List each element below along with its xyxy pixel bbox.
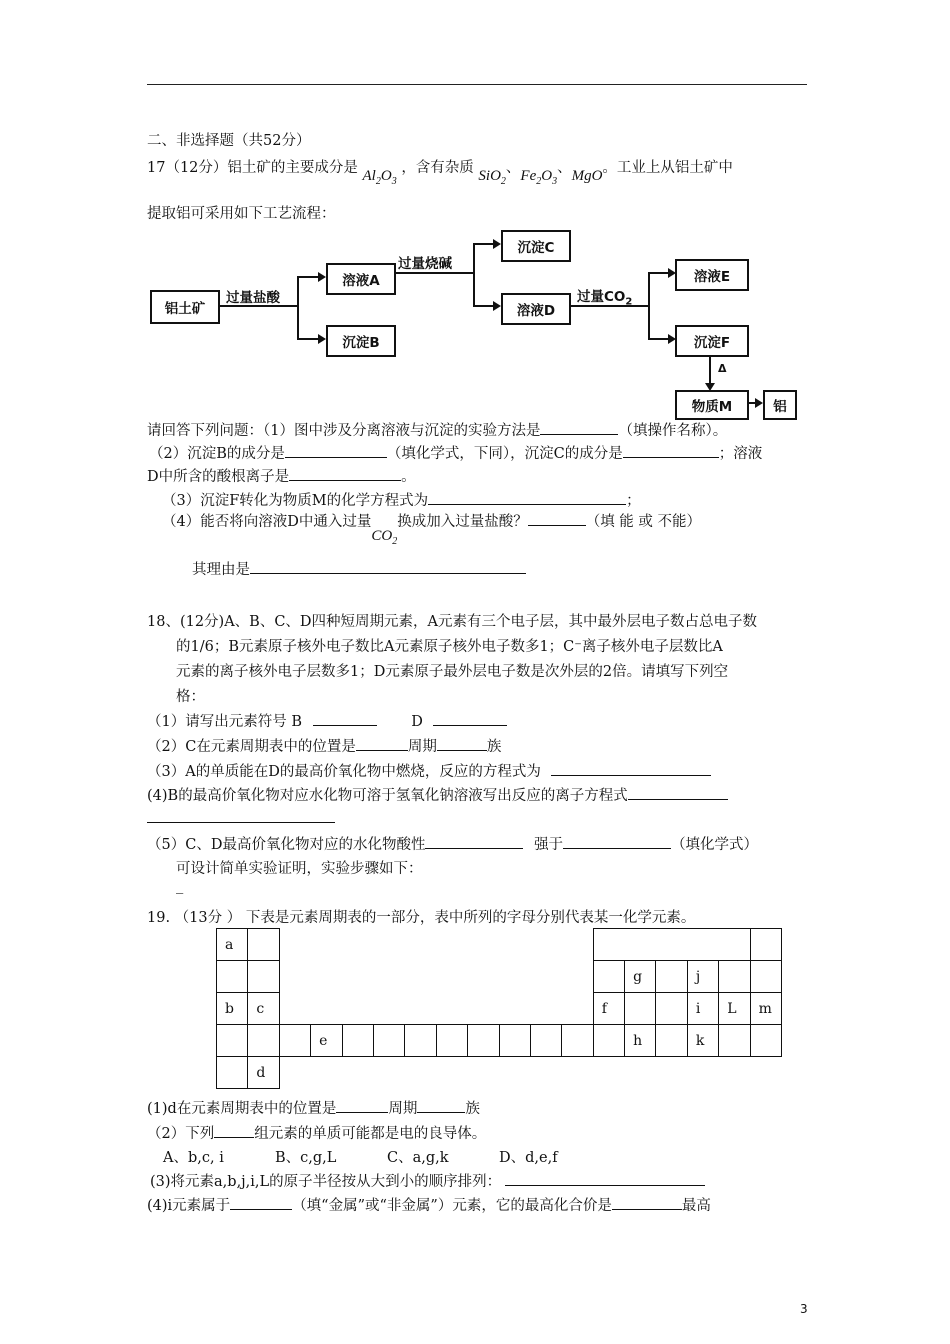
q19-part1-a: (1)d在元素周期表中的位置是 [147, 1101, 337, 1117]
table-cell-empty [562, 993, 593, 1025]
q17-part2-b: （填化学式，下同），沉淀C的成分是 [386, 446, 623, 462]
table-cell [279, 1025, 310, 1057]
answer-blank[interactable] [628, 785, 728, 800]
option-b[interactable]: B、c,g,L [275, 1150, 337, 1166]
q19-part3-text: (3)将元素a,b,j,i,L的原子半径按从大到小的顺序排列： [150, 1174, 502, 1190]
table-cell-empty [373, 993, 404, 1025]
q19-part3 [150, 1170, 705, 1191]
q19-part1-c: 族 [465, 1101, 480, 1117]
flow-box-solution-a: 溶液A [326, 263, 396, 295]
q19-part2 [147, 1122, 486, 1143]
table-cell-empty [311, 961, 342, 993]
table-cell-empty [342, 961, 373, 993]
q18-part4-text: (4)B的最高价氧化物对应水化物可溶于氢氧化钠溶液写出反应的离子方程式 [147, 788, 628, 804]
cell-b: b [217, 993, 248, 1025]
answer-blank[interactable] [285, 443, 387, 458]
answer-blank[interactable] [336, 1098, 388, 1113]
table-cell-empty [468, 929, 499, 961]
table-cell-empty [405, 961, 436, 993]
answer-blank[interactable] [230, 1195, 292, 1210]
q18-part5-line2: 可设计简单实验证明，实验步骤如下： [176, 861, 423, 877]
flow-line [297, 276, 299, 339]
q19-intro: 19. （13分 ） 下表是元素周期表的一部分，表中所列的字母分别代表某一化学元素。 [147, 910, 696, 926]
table-cell-empty [405, 993, 436, 1025]
q17-intro [147, 156, 733, 187]
flow-box-precipitate-f: 沉淀F [675, 325, 749, 357]
q17-part4-b: 换成加入过量盐酸？ [397, 514, 528, 530]
table-cell-empty [530, 993, 561, 1025]
table-cell [562, 1025, 593, 1057]
flow-line [473, 243, 495, 245]
q18-part5-line3: _ [176, 878, 184, 894]
q18-part2 [147, 735, 501, 756]
table-cell-empty [499, 961, 530, 993]
page-number: 3 [800, 1302, 808, 1316]
flow-box-aluminum: 铝 [763, 390, 797, 420]
q19-part1 [147, 1097, 480, 1118]
table-row [217, 929, 782, 961]
table-row [217, 1057, 782, 1089]
table-cell-empty [499, 993, 530, 1025]
answer-blank[interactable] [147, 808, 335, 823]
cell-k: k [687, 1025, 718, 1057]
q18-part5 [147, 833, 758, 854]
formula-al2o3: $Al_2O_3$ [362, 168, 397, 187]
q17-part4-c: （填 能 或 不能） [585, 514, 702, 530]
q17-part1-text: 请回答下列问题：（1）图中涉及分离溶液与沉淀的实验方法是 [147, 423, 541, 439]
formula-sio2: SiO$_2$ [478, 168, 506, 187]
table-cell [593, 1025, 624, 1057]
table-cell [217, 961, 248, 993]
q17-part2 [149, 442, 762, 463]
table-cell [625, 993, 656, 1025]
q17-part4 [162, 510, 702, 547]
flow-line [473, 305, 495, 307]
table-cell-empty [562, 929, 593, 961]
answer-blank[interactable] [417, 1098, 465, 1113]
flow-box-solution-e: 溶液E [675, 259, 749, 291]
table-cell-empty [436, 929, 467, 961]
flow-label-excess-hcl: 过量盐酸 [226, 290, 280, 306]
arrow-icon [318, 272, 326, 282]
option-c[interactable]: C、a,g,k [387, 1150, 449, 1166]
answer-blank[interactable] [428, 490, 626, 505]
q17-part2-c: ；溶液 [718, 446, 763, 462]
table-cell [750, 961, 781, 993]
table-cell-empty [342, 993, 373, 1025]
cell-h: h [625, 1025, 656, 1057]
arrow-icon [493, 301, 501, 311]
q18-line3: 元素的离子核外电子层数多1；D元素原子最外层电子数是次外层的2倍。请填写下列空 [176, 664, 729, 680]
table-cell-empty [373, 961, 404, 993]
table-cell [405, 1025, 436, 1057]
q19-part4-b: （填“金属”或“非金属”）元素，它的最高化合价是 [292, 1198, 612, 1214]
table-cell-empty [279, 961, 310, 993]
header-rule [147, 84, 807, 85]
table-cell-empty [530, 961, 561, 993]
q17-intro-mid: ，含有杂质 [401, 160, 474, 176]
table-cell-empty [311, 993, 342, 1025]
table-cell-empty [279, 1057, 781, 1089]
table-cell [593, 961, 624, 993]
table-cell [248, 929, 279, 961]
punct: 。 [401, 469, 416, 485]
answer-blank[interactable] [563, 834, 671, 849]
cell-e: e [311, 1025, 342, 1057]
q18-part1 [147, 710, 507, 731]
arrow-icon [493, 239, 501, 249]
answer-blank[interactable] [551, 761, 711, 776]
q18-part5-c: （填化学式） [671, 837, 759, 853]
q17-part2-line2-text: D中所含的酸根离子是 [147, 469, 290, 485]
flow-label-heat: Δ [718, 362, 727, 375]
q19-part4-a: (4)i元素属于 [147, 1198, 231, 1214]
table-cell [468, 1025, 499, 1057]
q18-part2-a: （2）C在元素周期表中的位置是 [147, 739, 356, 755]
q17-intro-prefix: 17（12分）铝土矿的主要成分是 [147, 160, 358, 176]
answer-blank[interactable] [214, 1123, 254, 1138]
periodic-table [216, 928, 782, 1089]
table-cell-empty [436, 993, 467, 1025]
q17-part4-a: （4）能否将向溶液D中通入过量 [162, 514, 372, 530]
table-cell [656, 961, 687, 993]
q17-part3-text: （3）沉淀F转化为物质M的化学方程式为 [162, 493, 429, 509]
q17-intro-line2: 提取铝可采用如下工艺流程： [147, 206, 336, 222]
answer-blank[interactable] [433, 711, 507, 726]
table-cell-empty [342, 929, 373, 961]
answer-blank[interactable] [528, 511, 586, 526]
q18-part2-b: 周期 [407, 739, 437, 755]
table-cell [499, 1025, 530, 1057]
q18-part4 [147, 784, 728, 805]
table-cell-empty [436, 961, 467, 993]
q17-part1 [147, 419, 727, 440]
cell-j: j [687, 961, 718, 993]
flow-box-bauxite: 铝土矿 [150, 290, 220, 324]
table-cell-empty [279, 929, 310, 961]
flow-line [648, 272, 650, 339]
q17-part2-line2 [147, 465, 416, 486]
cell-m: m [750, 993, 781, 1025]
answer-blank[interactable] [505, 1171, 705, 1186]
table-cell [373, 1025, 404, 1057]
separator: 、 [557, 160, 572, 176]
q18-part1-text: （1）请写出元素符号 B [147, 714, 302, 730]
answer-blank[interactable] [540, 420, 618, 435]
table-cell [593, 929, 750, 961]
q18-line2: 的1/6；B元素原子核外电子数比A元素原子核外电子数多1；C⁻离子核外电子层数比A [176, 639, 723, 655]
table-cell [530, 1025, 561, 1057]
option-a[interactable]: A、b,c, i [163, 1150, 224, 1166]
cell-c: c [248, 993, 279, 1025]
option-d[interactable]: D、d,e,f [499, 1150, 558, 1166]
answer-blank[interactable] [437, 736, 487, 751]
table-cell-empty [373, 929, 404, 961]
flow-box-solution-d: 溶液D [501, 293, 571, 325]
table-cell [217, 1025, 248, 1057]
table-cell [656, 1025, 687, 1057]
flow-label-excess-co2: 过量$CO_2$ [577, 289, 633, 308]
flow-line [648, 272, 670, 274]
table-cell [719, 1025, 750, 1057]
q18-part3-text: （3）A的单质能在D的最高价氧化物中燃烧，反应的方程式为 [147, 764, 541, 780]
q18-part1-d: D [411, 714, 423, 730]
q19-part2-a: （2）下列 [147, 1126, 215, 1142]
cell-g: g [625, 961, 656, 993]
table-cell [750, 929, 781, 961]
q18-part5-b: 强于 [534, 837, 564, 853]
table-cell [656, 993, 687, 1025]
cell-d: d [248, 1057, 279, 1089]
arrow-icon [318, 334, 326, 344]
flow-line [648, 338, 670, 340]
table-cell [436, 1025, 467, 1057]
table-cell-empty [311, 929, 342, 961]
table-cell [217, 1057, 248, 1089]
answer-blank[interactable] [612, 1195, 682, 1210]
table-cell [342, 1025, 373, 1057]
q19-part4-c: 最高 [681, 1198, 711, 1214]
q17-part4-reason [192, 558, 526, 579]
separator: 、 [505, 160, 521, 176]
q19-part4 [147, 1194, 711, 1215]
flow-box-precipitate-c: 沉淀C [501, 230, 571, 262]
q17-part3 [162, 489, 641, 510]
cell-i: i [687, 993, 718, 1025]
q17-intro-suffix: 。工业上从铝土矿中 [602, 160, 733, 176]
q18-part4-line2 [147, 808, 335, 827]
table-cell [248, 961, 279, 993]
q17-part1-tail: （填操作名称）。 [618, 423, 728, 439]
flow-label-excess-base: 过量烧碱 [398, 256, 452, 272]
q19-part1-b: 周期 [388, 1101, 418, 1117]
flow-line [709, 355, 711, 385]
flow-line [473, 243, 475, 306]
formula-co2: $CO_2$ [371, 528, 398, 547]
q18-part3 [147, 760, 711, 781]
formula-mgo: MgO [571, 168, 603, 184]
flow-box-precipitate-b: 沉淀B [326, 325, 396, 357]
flow-box-substance-m: 物质M [675, 390, 749, 420]
table-cell-empty [468, 961, 499, 993]
table-row [217, 961, 782, 993]
table-cell-empty [468, 993, 499, 1025]
answer-blank[interactable] [250, 559, 526, 574]
q17-part2-a: （2）沉淀B的成分是 [149, 446, 285, 462]
q19-options [163, 1146, 558, 1167]
cell-a: a [217, 929, 248, 961]
table-cell-empty [530, 929, 561, 961]
answer-blank[interactable] [313, 711, 377, 726]
q18-part2-c: 族 [486, 739, 502, 755]
q18-part5-a: （5）C、D最高价氧化物对应的水化物酸性 [147, 837, 426, 853]
table-row [217, 993, 782, 1025]
formula-fe2o3: $Fe_2O_3$ [520, 168, 558, 187]
table-cell-empty [279, 993, 310, 1025]
q19-part2-b: 组元素的单质可能都是电的良导体。 [254, 1126, 487, 1142]
answer-blank[interactable] [425, 834, 523, 849]
table-cell [750, 1025, 781, 1057]
table-cell [248, 1025, 279, 1057]
table-cell-empty [562, 961, 593, 993]
table-cell-empty [499, 929, 530, 961]
q18-line1: 18、(12分)A、B、C、D四种短周期元素，A元素有三个电子层，其中最外层电子数占总电子数 [147, 614, 758, 630]
cell-L: L [719, 993, 750, 1025]
flow-line [394, 272, 474, 274]
q17-reason-label: 其理由是 [192, 562, 250, 578]
answer-blank[interactable] [356, 736, 408, 751]
answer-blank[interactable] [623, 443, 719, 458]
table-cell [719, 961, 750, 993]
cell-f: f [593, 993, 624, 1025]
punct: ； [626, 493, 641, 509]
table-row [217, 1025, 782, 1057]
q18-line4: 格： [176, 689, 205, 705]
section-title: 二、非选择题（共52分） [147, 133, 311, 149]
table-cell-empty [405, 929, 436, 961]
answer-blank[interactable] [289, 466, 401, 481]
arrow-icon [755, 398, 763, 408]
